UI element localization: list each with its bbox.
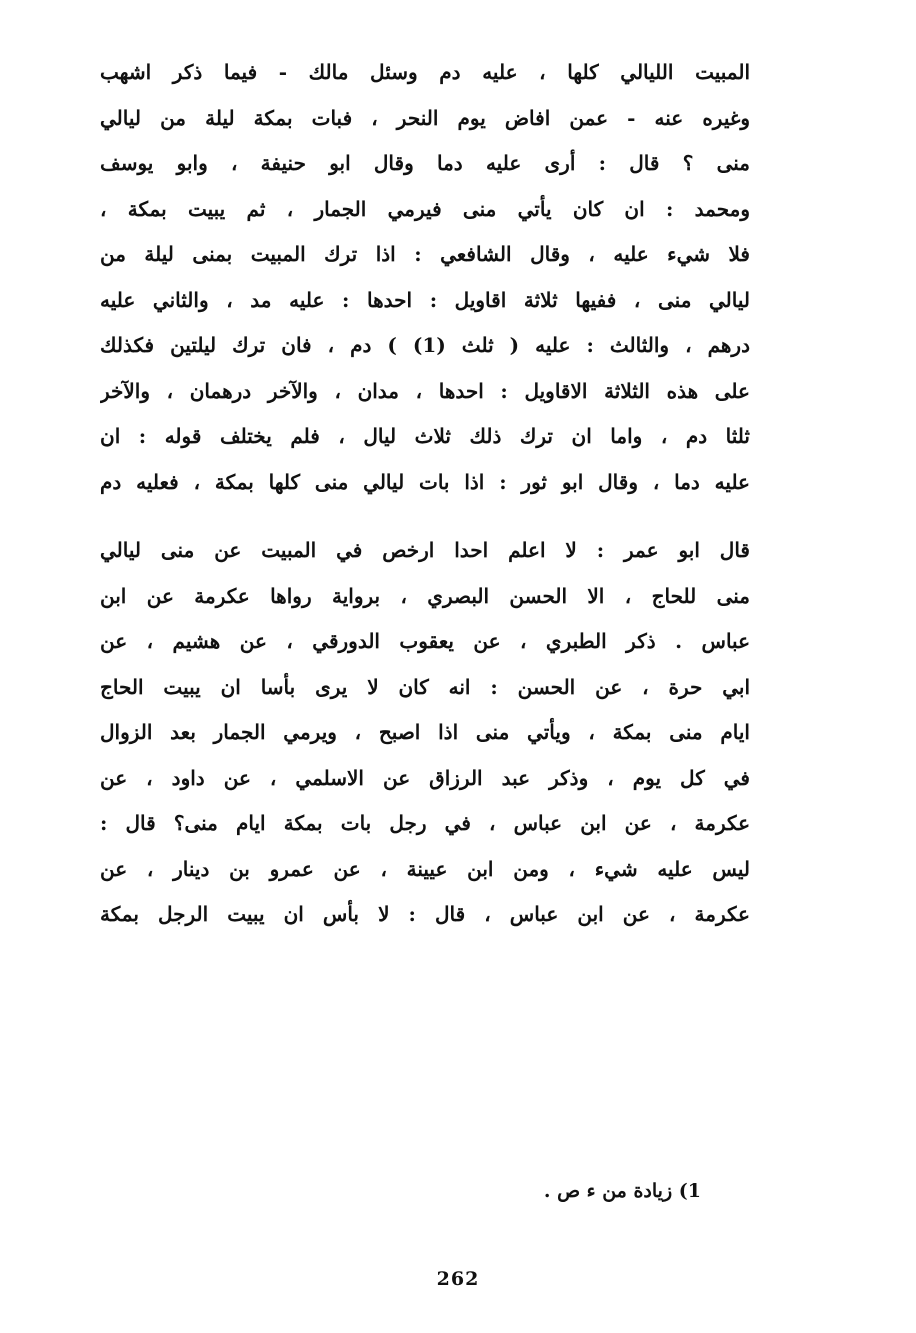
text-line: ليالي منى ، ففيها ثلاثة اقاويل : احدها : عليه مد ، والثاني عليه	[100, 287, 750, 312]
text-line: منى للحاج ، الا الحسن البصري ، برواية رواها عكرمة عن ابن	[100, 583, 750, 608]
footnote: 1) زيادة من ء ص .	[543, 1180, 701, 1202]
text-line: على هذه الثلاثة الاقاويل : احدها ، مدان ، والآخر درهمان ، والآخر	[100, 378, 750, 403]
text-line: عكرمة ، عن ابن عباس ، في رجل بات بمكة ايام منى؟ قال :	[100, 811, 750, 835]
text-line: منى ؟ قال : أرى عليه دما وقال ابو حنيفة ، وابو يوسف	[100, 151, 750, 175]
text-line: قال ابو عمر : لا اعلم احدا ارخص في المبيت عن منى ليالي	[100, 538, 750, 562]
text-line: ايام منى بمكة ، ويأتي منى اذا اصبح ، ويرمي الجمار بعد الزوال	[100, 720, 750, 744]
text-line: ابي حرة ، عن الحسن : انه كان لا يرى بأسا ان يبيت الحاج	[100, 674, 750, 699]
text-line: فلا شيء عليه ، وقال الشافعي : اذا ترك المبيت بمنى ليلة من	[100, 242, 750, 266]
page-number: 262	[436, 1268, 480, 1290]
text-line: في كل يوم ، وذكر عبد الرزاق عن الاسلمي ، عن داود ، عن	[100, 765, 750, 790]
text-line: عليه دما ، وقال ابو ثور : اذا بات ليالي منى كلها بمكة ، فعليه دم	[100, 469, 750, 494]
text-line: المبيت الليالي كلها ، عليه دم وسئل مالك - فيما ذكر اشهب	[100, 60, 750, 84]
text-line: عباس . ذكر الطبري ، عن يعقوب الدورقي ، عن هشيم ، عن	[100, 629, 750, 653]
paragraph-2	[100, 528, 750, 938]
text-line: درهم ، والثالث : عليه ( ثلث (1) ) دم ، فان ترك ليلتين فكذلك	[100, 333, 750, 357]
text-line: ليس عليه شيء ، ومن ابن عيينة ، عن عمرو بن دينار ، عن	[100, 856, 750, 881]
text-line: ثلثا دم ، واما ان ترك ذلك ثلاث ليال ، فلم يختلف قوله : ان	[100, 424, 750, 448]
text-line: ومحمد : ان كان يأتي منى فيرمي الجمار ، ثم يبيت بمكة ،	[100, 196, 750, 221]
text-line: وغيره عنه - عمن افاض يوم النحر ، فبات بمكة ليلة من ليالي	[100, 105, 750, 130]
text-line: عكرمة ، عن ابن عباس ، قال : لا بأس ان يبيت الرجل بمكة	[100, 902, 750, 926]
paragraph-1	[100, 50, 750, 505]
